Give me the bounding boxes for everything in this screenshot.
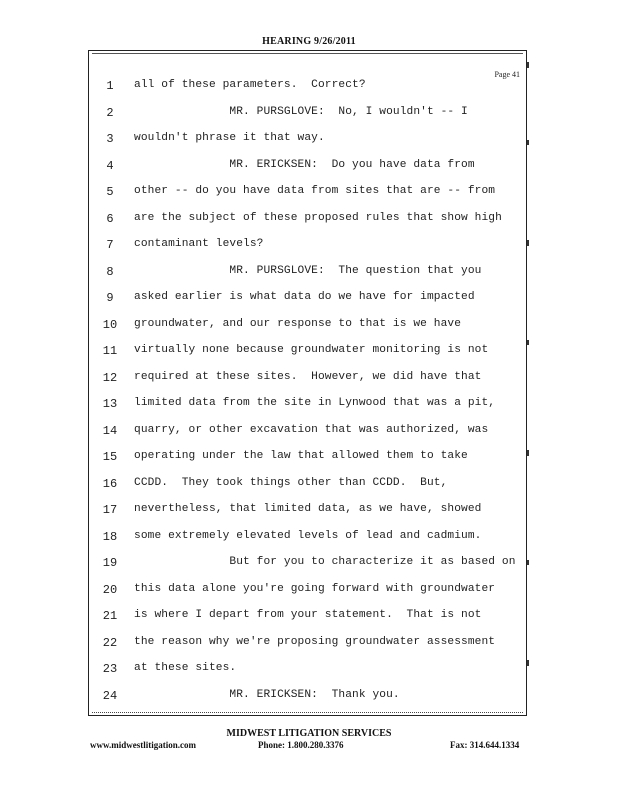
transcript-line bbox=[89, 291, 526, 311]
transcript-line bbox=[89, 344, 526, 364]
transcript-line bbox=[89, 689, 526, 709]
line-number: 13 bbox=[102, 397, 118, 411]
line-text: other -- do you have data from sites that are -- from bbox=[134, 185, 496, 197]
line-number: 7 bbox=[106, 238, 114, 252]
scan-mark bbox=[527, 660, 529, 666]
footer-website: www.midwestlitigation.com bbox=[90, 740, 196, 750]
transcript-line bbox=[89, 79, 526, 99]
line-text: all of these parameters. Correct? bbox=[134, 79, 366, 91]
transcript-line bbox=[89, 371, 526, 391]
top-rule bbox=[92, 53, 523, 54]
transcript-line bbox=[89, 556, 526, 576]
scan-mark bbox=[527, 450, 529, 456]
transcript-line bbox=[89, 132, 526, 152]
transcript-line bbox=[89, 265, 526, 285]
transcript-line bbox=[89, 450, 526, 470]
line-number: 3 bbox=[106, 132, 114, 146]
line-number: 14 bbox=[102, 423, 118, 438]
scan-mark bbox=[527, 560, 529, 565]
transcript-line bbox=[89, 503, 526, 523]
transcript-line bbox=[89, 583, 526, 603]
transcript-line bbox=[89, 238, 526, 258]
line-number: 23 bbox=[102, 662, 118, 676]
line-text: groundwater, and our response to that is we have bbox=[134, 317, 462, 330]
line-number: 18 bbox=[102, 529, 118, 544]
line-number: 15 bbox=[102, 450, 118, 464]
transcript-line bbox=[89, 609, 526, 629]
line-text: this data alone you're going forward with groundwater bbox=[134, 582, 496, 595]
line-text: are the subject of these proposed rules that show high bbox=[134, 211, 502, 224]
line-number: 4 bbox=[106, 158, 114, 173]
line-number: 10 bbox=[102, 317, 118, 332]
line-text: nevertheless, that limited data, as we have, showed bbox=[134, 503, 482, 515]
line-text: virtually none because groundwater monitoring is not bbox=[134, 344, 489, 356]
page-number: Page 41 bbox=[494, 70, 520, 79]
line-text: CCDD. They took things other than CCDD. But, bbox=[134, 476, 448, 489]
transcript-line bbox=[89, 212, 526, 232]
line-text: MR. ERICKSEN: Thank you. bbox=[134, 688, 400, 701]
line-text: asked earlier is what data do we have for impacted bbox=[134, 291, 475, 303]
hearing-header: HEARING 9/26/2011 bbox=[262, 36, 356, 47]
transcript-line bbox=[89, 397, 526, 417]
footer-fax: Fax: 314.644.1334 bbox=[450, 740, 520, 750]
transcript-line bbox=[89, 477, 526, 497]
scan-mark bbox=[527, 140, 529, 145]
line-number: 11 bbox=[102, 344, 118, 358]
line-text: required at these sites. However, we did have that bbox=[134, 370, 482, 383]
line-text: MR. PURSGLOVE: No, I wouldn't -- I bbox=[134, 105, 468, 118]
bottom-rule bbox=[92, 712, 523, 713]
line-number: 1 bbox=[106, 79, 114, 93]
scan-mark bbox=[527, 340, 529, 345]
line-number: 8 bbox=[106, 264, 114, 279]
transcript-line bbox=[89, 106, 526, 126]
line-number: 9 bbox=[106, 291, 114, 305]
line-number: 24 bbox=[102, 688, 118, 703]
transcript-line bbox=[89, 185, 526, 205]
transcript-line bbox=[89, 318, 526, 338]
line-text: But for you to characterize it as based on bbox=[134, 556, 516, 568]
scan-mark bbox=[527, 240, 529, 246]
line-number: 19 bbox=[102, 556, 118, 570]
line-number: 20 bbox=[102, 582, 118, 597]
line-text: operating under the law that allowed them to take bbox=[134, 450, 468, 462]
line-text: at these sites. bbox=[134, 662, 237, 674]
line-text: quarry, or other excavation that was authorized, was bbox=[134, 423, 489, 436]
line-number: 22 bbox=[102, 635, 118, 650]
line-number: 17 bbox=[102, 503, 118, 517]
line-number: 21 bbox=[102, 609, 118, 623]
line-number: 2 bbox=[106, 105, 114, 120]
footer-company: MIDWEST LITIGATION SERVICES bbox=[226, 728, 392, 739]
transcript-line bbox=[89, 159, 526, 179]
line-number: 16 bbox=[102, 476, 118, 491]
line-text: MR. PURSGLOVE: The question that you bbox=[134, 264, 482, 277]
line-text: some extremely elevated levels of lead and cadmium. bbox=[134, 529, 482, 542]
line-text: MR. ERICKSEN: Do you have data from bbox=[134, 158, 475, 171]
scan-mark bbox=[527, 62, 529, 68]
line-text: the reason why we're proposing groundwater assessment bbox=[134, 635, 496, 648]
line-text: wouldn't phrase it that way. bbox=[134, 132, 325, 144]
transcript-line bbox=[89, 636, 526, 656]
transcript-line bbox=[89, 530, 526, 550]
line-number: 6 bbox=[106, 211, 114, 226]
transcript-page-frame bbox=[88, 50, 527, 716]
transcript-line bbox=[89, 424, 526, 444]
footer-phone: Phone: 1.800.280.3376 bbox=[258, 740, 344, 750]
line-number: 5 bbox=[106, 185, 114, 199]
line-text: is where I depart from your statement. That is not bbox=[134, 609, 482, 621]
transcript-line bbox=[89, 662, 526, 682]
line-number: 12 bbox=[102, 370, 118, 385]
line-text: limited data from the site in Lynwood that was a pit, bbox=[134, 397, 496, 409]
line-text: contaminant levels? bbox=[134, 238, 264, 250]
